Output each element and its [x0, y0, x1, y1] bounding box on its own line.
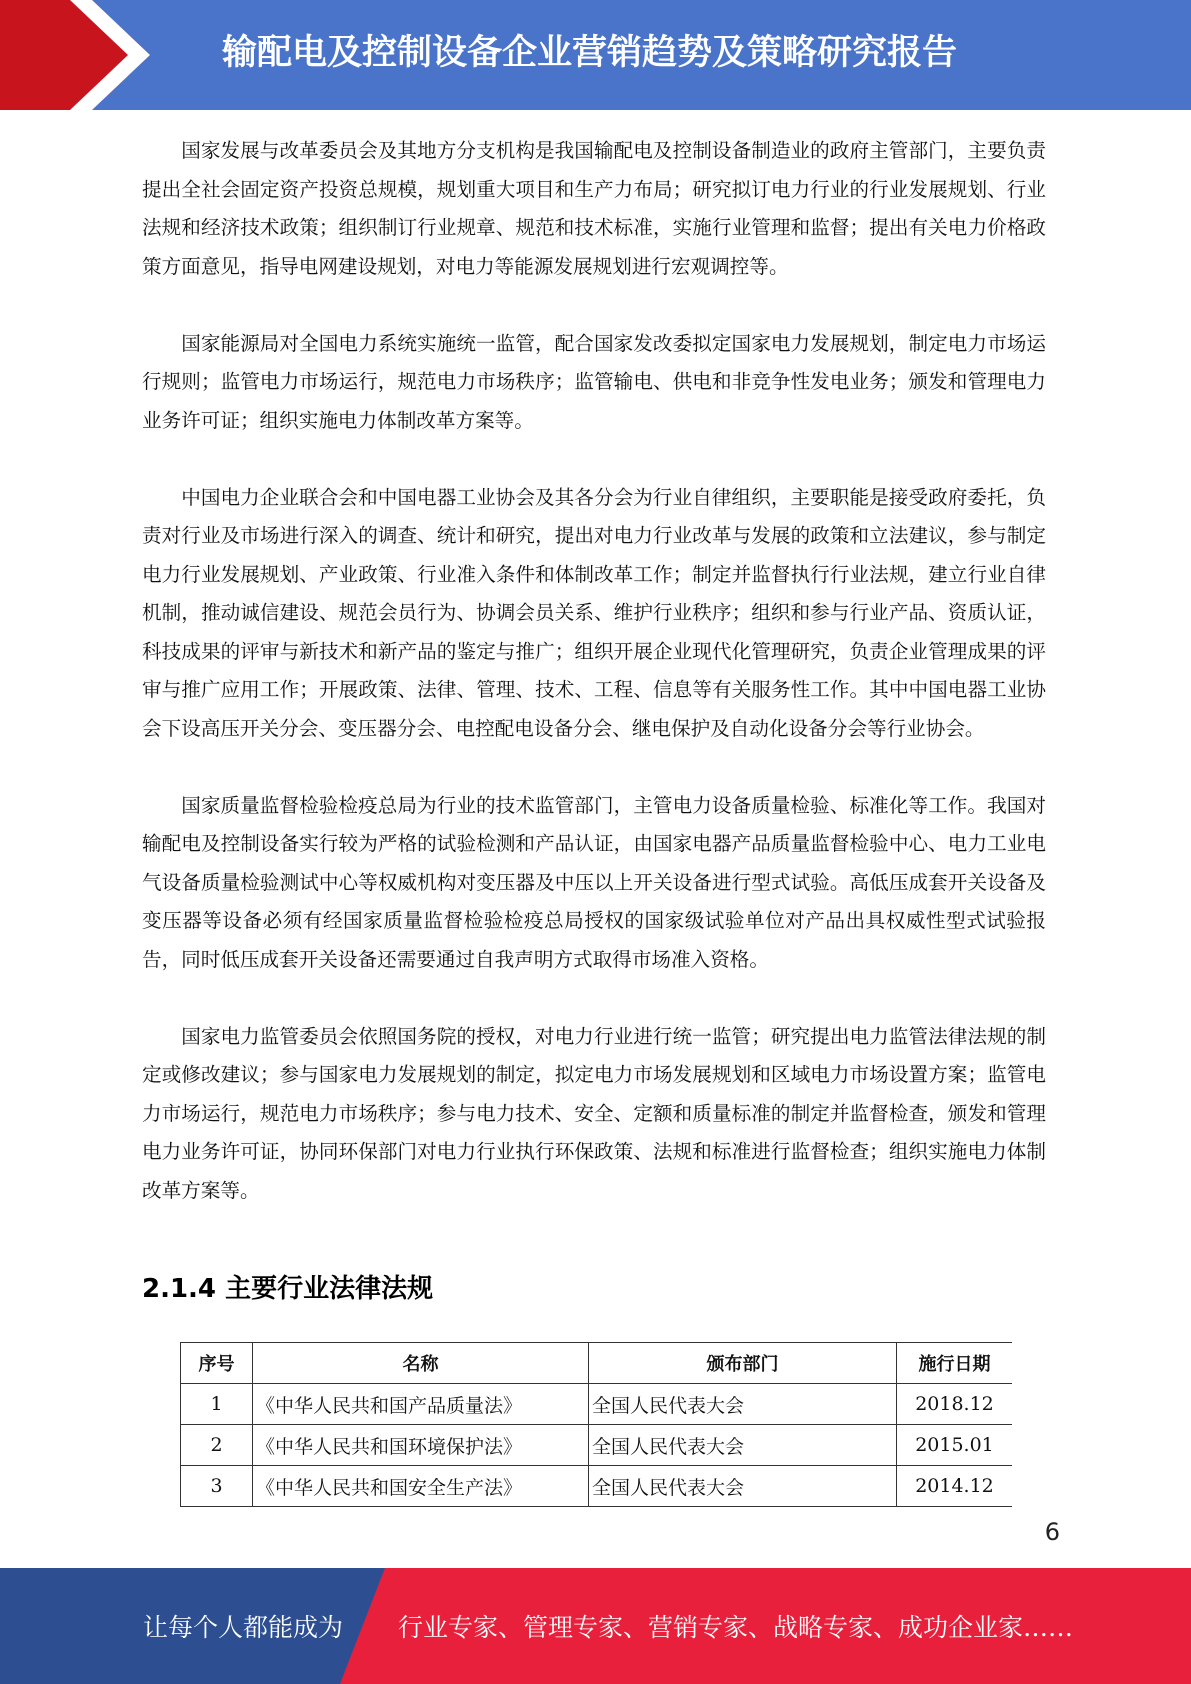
- cell-name: 《中华人民共和国安全生产法》: [253, 1466, 589, 1507]
- body-text: [142, 132, 1046, 1249]
- table-row: [181, 1384, 1013, 1425]
- column-header-name: 名称: [253, 1343, 589, 1384]
- footer-slogan-left: 让每个人都能成为: [143, 1613, 344, 1642]
- section-heading: 2.1.4 主要行业法律法规: [142, 1274, 434, 1304]
- laws-table-container: [180, 1342, 1012, 1510]
- cell-name: 《中华人民共和国环境保护法》: [253, 1425, 589, 1466]
- table-row: [181, 1425, 1013, 1466]
- laws-table: [180, 1342, 1012, 1507]
- table-header-row: [181, 1343, 1013, 1384]
- page-header: [0, 0, 1191, 110]
- report-title: 输配电及控制设备企业营销趋势及策略研究报告: [222, 33, 958, 73]
- cell-index: 1: [181, 1384, 253, 1425]
- cell-department: 全国人民代表大会: [589, 1466, 897, 1507]
- header-red-arrow: [0, 0, 150, 110]
- page-footer: [0, 1568, 1191, 1684]
- paragraph-quality-supervision: 国家质量监督检验检疫总局为行业的技术监管部门，主管电力设备质量检验、标准化等工作。我国对输配电及控制设备实行较为严格的试验检测和产品认证，由国家电器产品质量监督检验中心、电力工业电气设备质量检验测试中心等权威机构对变压器及中压以上开关设备进行型式试验。高低压成套开关设备及变压器等设备必须有经国家质量监督检验检疫总局授权的国家级试验单位对产品出具权威性型式试验报告，同时低压成套开关设备还需要通过自我声明方式取得市场准入资格。: [142, 793, 1046, 971]
- paragraph-electricity-regulatory: 国家电力监管委员会依照国务院的授权，对电力行业进行统一监管；研究提出电力监管法律法规的制定或修改建议；参与国家电力发展规划的制定，拟定电力市场发展规划和区域电力市场设置方案；监管电力市场运行，规范电力市场秩序；参与电力技术、安全、定额和质量标准的制定并监督检查，颁发和管理电力业务许可证，协同环保部门对电力行业执行环保政策、法规和标准进行监督检查；组织实施电力体制改革方案等。: [142, 1024, 1046, 1202]
- table-row: [181, 1466, 1013, 1507]
- cell-date: 2014.12: [897, 1466, 1013, 1507]
- cell-date: 2018.12: [897, 1384, 1013, 1425]
- footer-slogan-right: 行业专家、管理专家、营销专家、战略专家、成功企业家……: [398, 1613, 1074, 1642]
- column-header-index: 序号: [181, 1343, 253, 1384]
- cell-index: 2: [181, 1425, 253, 1466]
- cell-name: 《中华人民共和国产品质量法》: [253, 1384, 589, 1425]
- cell-department: 全国人民代表大会: [589, 1384, 897, 1425]
- cell-index: 3: [181, 1466, 253, 1507]
- paragraph-industry-associations: 中国电力企业联合会和中国电器工业协会及其各分会为行业自律组织，主要职能是接受政府委托，负责对行业及市场进行深入的调查、统计和研究，提出对电力行业改革与发展的政策和立法建议，参与制定电力行业发展规划、产业政策、行业准入条件和体制改革工作；制定并监督执行行业法规，建立行业自律机制，推动诚信建设、规范会员行为、协调会员关系、维护行业秩序；组织和参与行业产品、资质认证，科技成果的评审与新技术和新产品的鉴定与推广；组织开展企业现代化管理研究，负责企业管理成果的评审与推广应用工作；开展政策、法律、管理、技术、工程、信息等有关服务性工作。其中中国电器工业协会下设高压开关分会、变压器分会、电控配电设备分会、继电保护及自动化设备分会等行业协会。: [142, 485, 1046, 740]
- paragraph-energy-administration: 国家能源局对全国电力系统实施统一监管，配合国家发改委拟定国家电力发展规划，制定电力市场运行规则；监管电力市场运行，规范电力市场秩序；监管输电、供电和非竞争性发电业务；颁发和管理电力业务许可证；组织实施电力体制改革方案等。: [142, 331, 1046, 432]
- cell-date: 2015.01: [897, 1425, 1013, 1466]
- column-header-date: 施行日期: [897, 1343, 1013, 1384]
- paragraph-ndrc: 国家发展与改革委员会及其地方分支机构是我国输配电及控制设备制造业的政府主管部门，主要负责提出全社会固定资产投资总规模，规划重大项目和生产力布局；研究拟订电力行业的行业发展规划、行业法规和经济技术政策；组织制订行业规章、规范和技术标准，实施行业管理和监督；提出有关电力价格政策方面意见，指导电网建设规划，对电力等能源发展规划进行宏观调控等。: [142, 139, 1046, 278]
- cell-department: 全国人民代表大会: [589, 1425, 897, 1466]
- column-header-department: 颁布部门: [589, 1343, 897, 1384]
- page-number: 6: [1044, 1518, 1060, 1546]
